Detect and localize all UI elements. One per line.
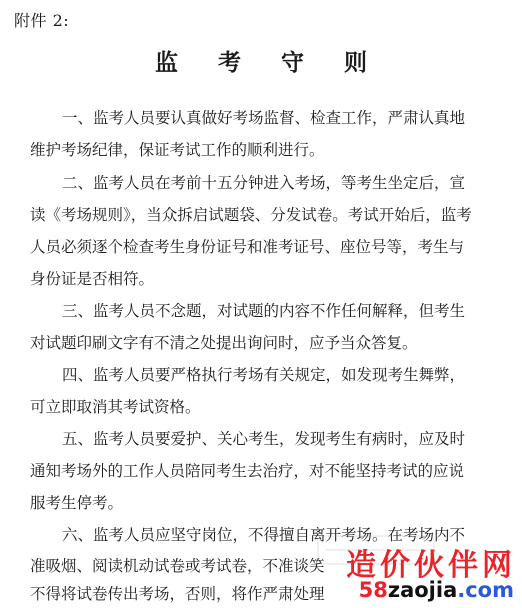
body-line: 对试题印刷文字有不清之处提出询问时，应予当众答复。 bbox=[30, 334, 418, 352]
body-line: 维护考场纪律，保证考试工作的顺利进行。 bbox=[30, 141, 325, 159]
body-line: 人员必须逐个检查考生身份证号和准考证号、座位号等，考生与 bbox=[30, 238, 465, 256]
watermark-brand: 造价伙伴网 bbox=[346, 548, 516, 583]
body-line: 不得将试卷传出考场，否则，将作严肃处理 bbox=[30, 585, 325, 603]
site-watermark bbox=[342, 540, 520, 606]
watermark-url bbox=[359, 578, 514, 602]
document-title: 监 考 守 则 bbox=[154, 49, 384, 76]
body-line: 读《考场规则》，当众拆启试题袋、分发试卷。考试开始后，监考 bbox=[30, 206, 472, 224]
watermark-url-prefix: 58 bbox=[358, 578, 388, 602]
body-line: 六、监考人员应坚守岗位，不得擅自离开考场。在考场内不 bbox=[62, 526, 466, 544]
body-line: 可立即取消其考试资格。 bbox=[30, 398, 201, 416]
body-line: 准吸烟、阅读机动试卷或考试卷，不准谈笑 bbox=[30, 557, 325, 575]
attachment-label: 附件 2: bbox=[14, 11, 70, 30]
body-line: 二、监考人员在考前十五分钟进入考场，等考生坐定后，宣 bbox=[62, 174, 466, 192]
body-line: 一、监考人员要认真做好考场监督、检查工作，严肃认真地 bbox=[62, 109, 466, 127]
body-line: 服考生停考。 bbox=[30, 494, 124, 512]
watermark-url-mid: zaojia bbox=[387, 578, 458, 602]
body-line: 四、监考人员要严格执行考场有关规定，如发现考生舞弊， bbox=[62, 366, 466, 384]
body-line: 三、监考人员不念题，对试题的内容不作任何解释，但考生 bbox=[62, 302, 466, 320]
body-line: 身份证是否相符。 bbox=[30, 270, 155, 288]
body-line: 五、监考人员要爱护、关心考生，发现考生有病时，应及时 bbox=[62, 430, 466, 448]
body-line: 通知考场外的工作人员陪同考生去治疗，对不能坚持考试的应说 bbox=[30, 462, 465, 480]
watermark-url-suffix: .com bbox=[457, 578, 514, 602]
